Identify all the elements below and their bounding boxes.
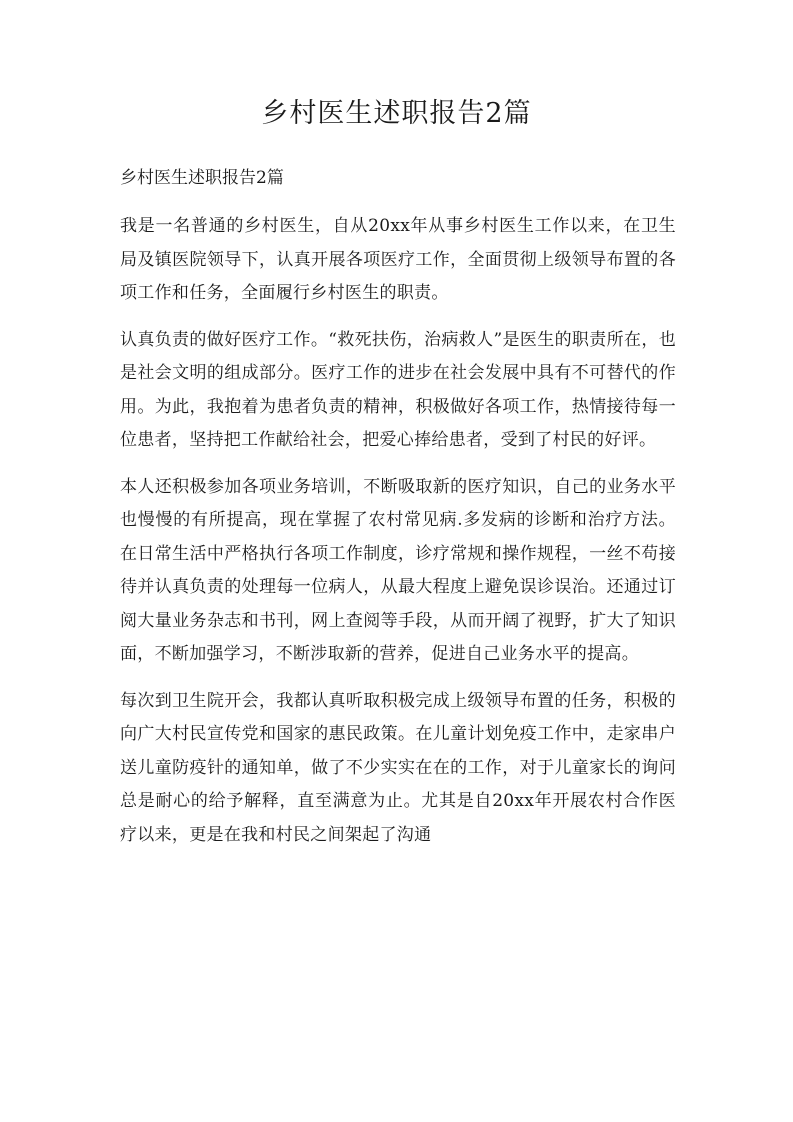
paragraph-1: 我是一名普通的乡村医生，自从20xx年从事乡村医生工作以来，在卫生局及镇医院领导下，认真开展各项医疗工作，全面贯彻上级领导布置的各项工作和任务，全面履行乡村医生的职责。 — [120, 216, 676, 303]
paragraph-3: 本人还积极参加各项业务培训，不断吸取新的医疗知识，自己的业务水平也慢慢的有所提高，现在掌握了农村常见病.多发病的诊断和治疗方法。在日常生活中严格执行各项工作制度，诊疗常规和操作规程，一丝不苟接待并认真负责的处理每一位病人，从最大程度上避免误诊误治。还通过订阅大量业务杂志和书刊，网上查阅等手段，从而开阔了视野，扩大了知识面，不断加强学习，不断涉取新的营养，促进自己业务水平的提高。 — [120, 476, 676, 664]
document-title: 乡村医生述职报告2篇 — [261, 98, 532, 129]
paragraph-2: 认真负责的做好医疗工作。“救死扶伤，治病救人”是医生的职责所在，也是社会文明的组成部分。医疗工作的进步在社会发展中具有不可替代的作用。为此，我抱着为患者负责的精神，积极做好各项工作，热情接待每一位患者，坚持把工作献给社会，把爱心捧给患者，受到了村民的好评。 — [120, 329, 676, 450]
document-subtitle: 乡村医生述职报告2篇 — [120, 168, 284, 188]
paragraph-4: 每次到卫生院开会，我都认真听取积极完成上级领导布置的任务，积极的向广大村民宣传党和国家的惠民政策。在儿童计划免疫工作中，走家串户送儿童防疫针的通知单，做了不少实实在在的工作，对于儿童家长的询问总是耐心的给予解释，直至满意为止。尤其是自20xx年开展农村合作医疗以来，更是在我和村民之间架起了沟通 — [120, 690, 676, 845]
document-body — [120, 160, 676, 865]
